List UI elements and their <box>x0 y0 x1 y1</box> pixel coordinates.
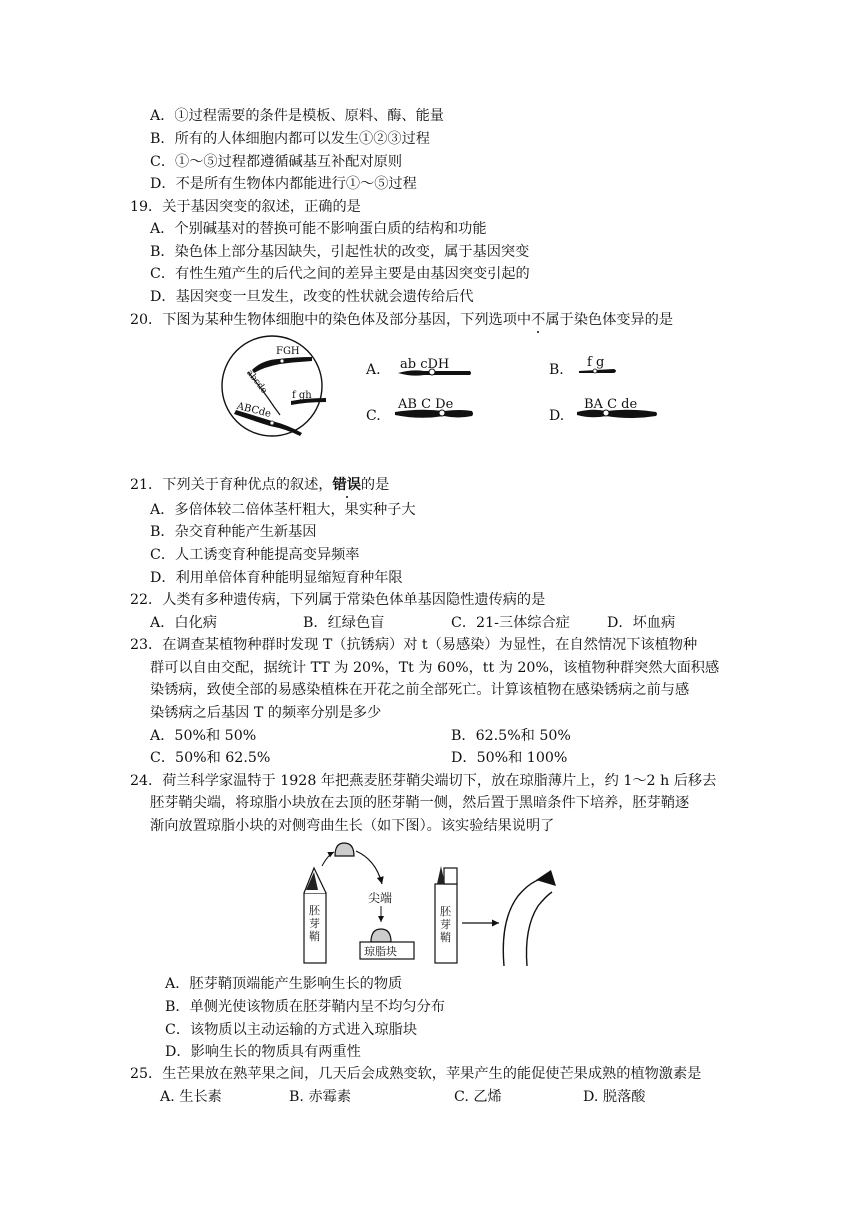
q24-option-c: C．该物质以主动运输的方式进入琼脂块 <box>165 1022 418 1038</box>
q19-option-a: A．个别碱基对的替换可能不影响蛋白质的结构和功能 <box>150 221 487 237</box>
q21-stem-pre: 21．下列关于育种优点的叙述， <box>130 477 333 493</box>
cell-label-f-gh: f gh <box>292 390 312 401</box>
q18-option-d: D．不是所有生物体内都能进行①～⑤过程 <box>150 176 417 192</box>
q19-option-d: D．基因突变一旦发生，改变的性状就会遗传给后代 <box>150 289 474 305</box>
q19-stem: 19．关于基因突变的叙述，正确的是 <box>130 199 361 215</box>
q20-option-c-letter: C. <box>366 408 381 424</box>
cut-tip <box>335 843 354 856</box>
q20-option-d-letter: D. <box>549 408 565 424</box>
q18-option-a: A．①过程需要的条件是模板、原料、酶、能量 <box>150 108 444 124</box>
q20-option-d-genes: BA C de <box>584 397 638 412</box>
q24-option-a: A．胚芽鞘顶端能产生影响生长的物质 <box>165 976 403 992</box>
q25-option-c: C. 乙烯 <box>454 1089 502 1105</box>
q22-stem: 22．人类有多种遗传病，下列属于常染色体单基因隐性遗传病的是 <box>130 592 546 608</box>
coleoptile-1-char-3: 鞘 <box>309 930 320 943</box>
coleoptile-2-label <box>440 905 452 944</box>
q20-option-a-genes: ab cDH <box>400 357 450 372</box>
q23-option-d: D．50%和 100% <box>451 750 568 766</box>
q18-option-b: B．所有的人体细胞内都可以发生①②③过程 <box>150 131 430 147</box>
q20-stem-emphasis: 不 <box>531 312 546 328</box>
coleoptile-2-char-1: 胚 <box>440 905 451 918</box>
q21-stem-emphasis: 错误 <box>332 477 361 493</box>
q18-option-c: C．①～⑤过程都遵循碱基互补配对原则 <box>150 154 403 170</box>
q19-option-c: C．有性生殖产生的后代之间的差异主要是由基因突变引起的 <box>150 266 530 282</box>
q20-stem-post: 属于染色体变异的是 <box>545 312 674 328</box>
q22-option-c: C．21-三体综合症 <box>451 615 570 631</box>
q20-option-b-letter: B. <box>549 362 564 378</box>
coleoptile-1-char-2: 芽 <box>309 917 320 930</box>
q25-option-b: B. 赤霉素 <box>289 1089 352 1105</box>
coleoptile-1-label <box>309 904 321 943</box>
q23-line-4: 染锈病之后基因 T 的频率分别是多少 <box>150 705 382 721</box>
q23-option-b: B．62.5%和 50% <box>451 728 571 744</box>
q24-option-b: B．单侧光使该物质在胚芽鞘内呈不均匀分布 <box>165 999 445 1015</box>
coleoptile-1-char-1: 胚 <box>309 904 320 917</box>
cell-label-abcde: abcde <box>244 368 269 396</box>
q21-option-a: A．多倍体较二倍体茎杆粗大，果实种子大 <box>150 502 416 518</box>
q20-option-a-letter: A. <box>366 362 381 378</box>
q24-line-3: 渐向放置琼脂小块的对侧弯曲生长（如下图）。该实验结果说明了 <box>150 818 555 834</box>
q21-option-d: D．利用单倍体育种能明显缩短育种年限 <box>150 570 403 586</box>
cell-label-ABCde: ABCde <box>235 400 273 420</box>
q24-line-2: 胚芽鞘尖端，将琼脂小块放在去顶的胚芽鞘一侧，然后置于黑暗条件下培养，胚芽鞘逐 <box>150 795 690 811</box>
q19-option-b: B．染色体上部分基因缺失，引起性状的改变，属于基因突变 <box>150 244 530 260</box>
bent-coleoptile <box>503 880 538 966</box>
q21-stem-post: 的是 <box>360 477 390 493</box>
q22-option-b: B．红绿色盲 <box>303 615 385 631</box>
q21-option-c: C．人工诱变育种能提高变异频率 <box>150 547 360 563</box>
q23-option-c: C．50%和 62.5% <box>150 750 271 766</box>
q20-option-c-genes: AB C De <box>398 397 454 412</box>
q22-option-d: D．坏血病 <box>607 615 676 631</box>
q25-stem: 25．生芒果放在熟苹果之间，几天后会成熟变软，苹果产生的能促使芒果成熟的植物激素是 <box>130 1066 702 1082</box>
q21-option-b: B．杂交育种能产生新基因 <box>150 524 317 540</box>
q20-stem-pre: 20．下图为某种生物体细胞中的染色体及部分基因，下列选项中 <box>130 312 532 328</box>
q23-line-1: 23．在调查某植物种群时发现 T（抗锈病）对 t（易感染）为显性，在自然情况下该植物种 <box>130 637 698 653</box>
q23-line-2: 群可以自由交配，据统计 TT 为 20%，Tt 为 60%，tt 为 20%，该植物种群突然大面积感 <box>150 660 720 676</box>
q20-option-b-genes: f g <box>587 355 605 370</box>
q24-option-d: D．影响生长的物质具有两重性 <box>165 1044 361 1060</box>
cell-label-fgh: FGH <box>276 346 300 357</box>
agar-label: 琼脂块 <box>364 945 397 958</box>
q23-option-a: A．50%和 50% <box>150 728 257 744</box>
tip-label: 尖端 <box>368 891 393 905</box>
coleoptile-2-char-3: 鞘 <box>440 931 451 944</box>
q22-option-a: A．白化病 <box>150 615 217 631</box>
q25-option-a: A. 生长素 <box>160 1089 222 1105</box>
coleoptile-2-char-2: 芽 <box>440 918 451 931</box>
q25-option-d: D. 脱落酸 <box>583 1089 646 1105</box>
q24-line-1: 24．荷兰科学家温特于 1928 年把燕麦胚芽鞘尖端切下，放在琼脂薄片上，约 1～2 h 后移去 <box>130 773 717 789</box>
q23-line-3: 染锈病，致使全部的易感染植株在开花之前全部死亡。计算该植物在感染锈病之前与感 <box>150 682 690 698</box>
